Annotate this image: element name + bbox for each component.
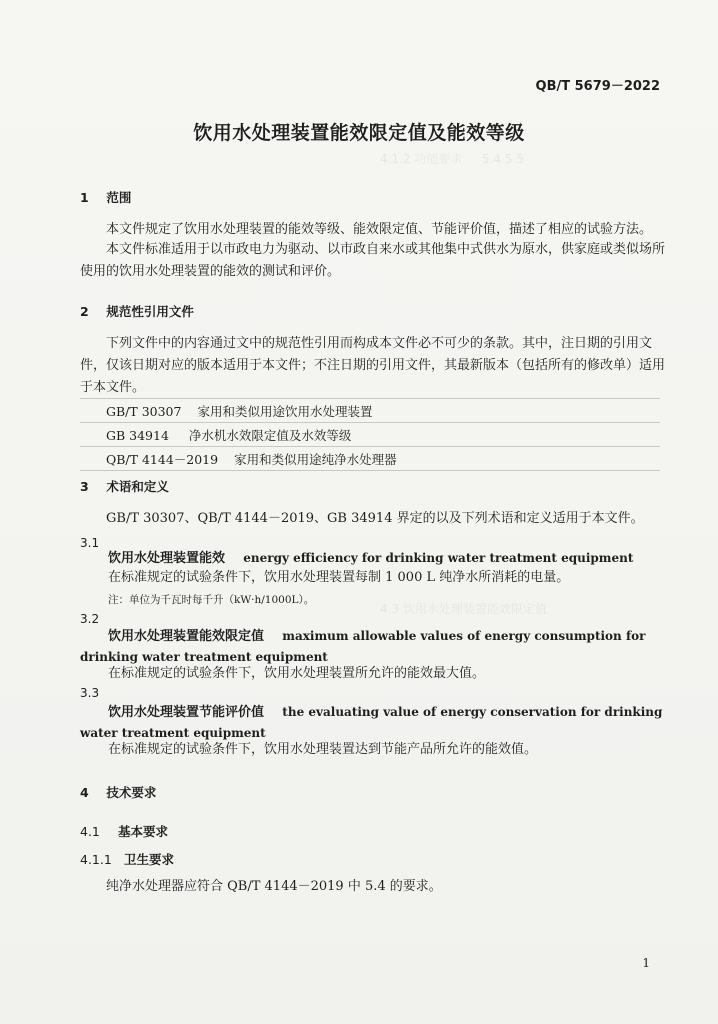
section-number: 3 (80, 479, 89, 494)
term-chinese: 饮用水处理装置节能评价值 (108, 705, 265, 720)
reference-entry (80, 423, 660, 447)
section-3-heading (80, 477, 169, 495)
scope-paragraph-2: 本文件标准适用于以市政电力为驱动、以市政自来水或其他集中式供水为原水，供家庭或类似场所使用的饮用水处理装置的能效的测试和评价。 (80, 242, 666, 279)
list-item (80, 399, 660, 423)
term-english: maximum allowable values of energy consumption for drinking water treatment equipment (80, 629, 646, 664)
list-item (80, 447, 660, 471)
section-2-heading (80, 302, 194, 320)
term-definition: 在标准规定的试验条件下，饮用水处理装置所允许的能效最大值。 (108, 666, 486, 681)
bleed-through: 4.1.2 功能要求 5.4 5.5 (380, 152, 524, 166)
term-number: 3.2 (80, 612, 100, 626)
list-item (80, 423, 660, 447)
term-3-2 (80, 626, 665, 668)
term-chinese: 饮用水处理装置能效 (108, 551, 226, 566)
reference-entry (80, 399, 660, 423)
reference-name: 净水机水效限定值及水效等级 (188, 427, 352, 443)
subsection-4-1-1-heading (80, 850, 174, 868)
reference-name: 家用和类似用途纯净水处理器 (234, 451, 397, 467)
subsection-title: 卫生要求 (123, 852, 174, 867)
reference-list (80, 398, 660, 471)
section-title: 范围 (106, 190, 132, 205)
reference-code: GB 34914 (106, 427, 169, 443)
hygiene-requirement-text: 纯净水处理器应符合 QB/T 4144－2019 中 5.4 的要求。 (106, 879, 442, 894)
term-english: the evaluating value of energy conservation for drinking water treatment equipment (80, 705, 663, 740)
term-number: 3.3 (80, 686, 100, 700)
section-number: 1 (80, 190, 89, 205)
subsection-number: 4.1.1 (80, 852, 112, 867)
section-1-heading (80, 188, 131, 206)
reference-code: QB/T 4144－2019 (106, 451, 219, 467)
normative-paragraph: 下列文件中的内容通过文中的规范性引用而构成本文件必不可少的条款。其中，注日期的引用文件，仅该日期对应的版本适用于本文件；不注日期的引用文件，其最新版本（包括所有的修改单）适用于本文件。 (80, 336, 666, 395)
section-4-heading (80, 783, 156, 801)
page-number: 1 (642, 956, 650, 970)
term-english: energy efficiency for drinking water treatment equipment (243, 551, 634, 565)
section-title: 术语和定义 (106, 479, 169, 494)
scope-paragraph-1: 本文件规定了饮用水处理装置的能效等级、能效限定值、节能评价值，描述了相应的试验方法。 (106, 222, 653, 237)
terms-intro: GB/T 30307、QB/T 4144－2019、GB 34914 界定的以及下列术语和定义适用于本文件。 (106, 511, 644, 526)
document-title: 饮用水处理装置能效限定值及能效等级 (193, 122, 525, 144)
bleed-through: 4.3 饮用水处理装置能效限定值 (380, 602, 547, 616)
term-note: 注：单位为千瓦时每千升（kW·h/1000L）。 (108, 594, 315, 606)
term-3-3 (80, 702, 665, 744)
subsection-4-1-heading (80, 822, 168, 840)
reference-entry (80, 447, 660, 471)
standard-number: QB/T 5679－2022 (535, 79, 660, 94)
term-chinese: 饮用水处理装置能效限定值 (108, 629, 265, 644)
reference-code: GB/T 30307 (106, 403, 182, 419)
subsection-number: 4.1 (80, 824, 100, 839)
term-definition: 在标准规定的试验条件下，饮用水处理装置每制 1 000 L 纯净水所消耗的电量。 (108, 570, 570, 585)
section-title: 技术要求 (106, 785, 157, 800)
term-number: 3.1 (80, 536, 100, 550)
term-definition: 在标准规定的试验条件下，饮用水处理装置达到节能产品所允许的能效值。 (108, 742, 538, 757)
subsection-title: 基本要求 (117, 824, 168, 839)
reference-name: 家用和类似用途饮用水处理装置 (197, 403, 373, 419)
section-number: 2 (80, 304, 89, 319)
term-3-1 (80, 548, 665, 569)
section-title: 规范性引用文件 (106, 304, 194, 319)
section-number: 4 (80, 785, 89, 800)
